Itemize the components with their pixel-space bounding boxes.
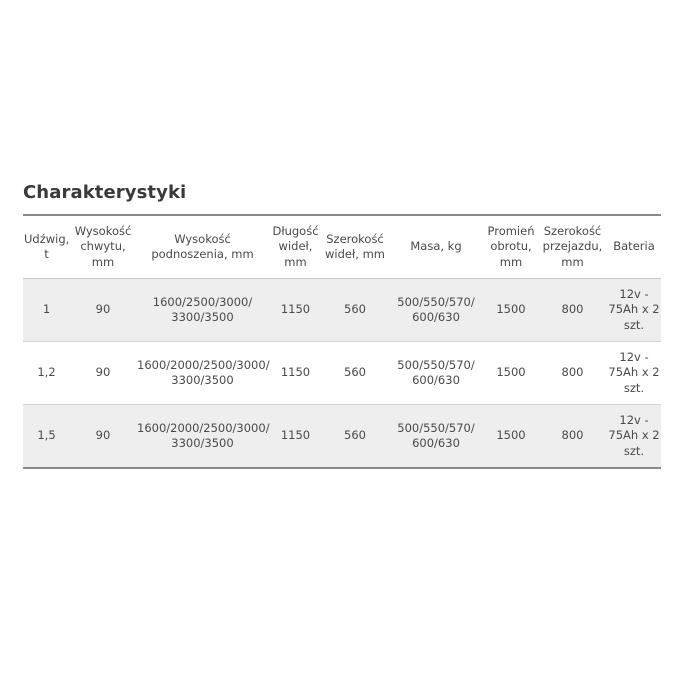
- cell-capacity: 1: [23, 279, 70, 342]
- header-turning-radius: Promień obrotu, mm: [484, 215, 538, 279]
- header-grip-height: Wysokość chwytu, mm: [70, 215, 136, 279]
- cell-fork-width: 560: [322, 405, 388, 469]
- header-lift-height: Wysokość podnoszenia, mm: [136, 215, 269, 279]
- cell-battery: 12v - 75Ah x 2 szt.: [607, 405, 661, 469]
- cell-lift-height: 1600/2000/2500/3000/ 3300/3500: [136, 405, 269, 469]
- section-title: Charakterystyki: [23, 182, 187, 203]
- table-row: [23, 342, 661, 405]
- cell-lift-height: 1600/2000/2500/3000/ 3300/3500: [136, 342, 269, 405]
- cell-weight: 500/550/570/ 600/630: [388, 279, 484, 342]
- cell-aisle-width: 800: [538, 342, 607, 405]
- cell-battery: 12v - 75Ah x 2 szt.: [607, 342, 661, 405]
- cell-weight: 500/550/570/ 600/630: [388, 342, 484, 405]
- table-row: [23, 405, 661, 469]
- cell-fork-length: 1150: [269, 405, 322, 469]
- cell-capacity: 1,5: [23, 405, 70, 469]
- cell-grip-height: 90: [70, 342, 136, 405]
- cell-turning-radius: 1500: [484, 405, 538, 469]
- cell-weight: 500/550/570/ 600/630: [388, 405, 484, 469]
- header-fork-width: Szerokość wideł, mm: [322, 215, 388, 279]
- table-header-row: [23, 215, 661, 279]
- header-aisle-width: Szerokość przejazdu, mm: [538, 215, 607, 279]
- cell-aisle-width: 800: [538, 405, 607, 469]
- cell-battery: 12v - 75Ah x 2 szt.: [607, 279, 661, 342]
- cell-fork-width: 560: [322, 279, 388, 342]
- table-row: [23, 279, 661, 342]
- cell-aisle-width: 800: [538, 279, 607, 342]
- cell-lift-height: 1600/2500/3000/ 3300/3500: [136, 279, 269, 342]
- cell-grip-height: 90: [70, 405, 136, 469]
- cell-grip-height: 90: [70, 279, 136, 342]
- cell-turning-radius: 1500: [484, 342, 538, 405]
- header-weight: Masa, kg: [388, 215, 484, 279]
- cell-fork-length: 1150: [269, 279, 322, 342]
- header-fork-length: Długość wideł, mm: [269, 215, 322, 279]
- header-capacity: Udźwig, t: [23, 215, 70, 279]
- specifications-table: [23, 214, 661, 469]
- cell-fork-width: 560: [322, 342, 388, 405]
- cell-capacity: 1,2: [23, 342, 70, 405]
- cell-turning-radius: 1500: [484, 279, 538, 342]
- cell-fork-length: 1150: [269, 342, 322, 405]
- header-battery: Bateria: [607, 215, 661, 279]
